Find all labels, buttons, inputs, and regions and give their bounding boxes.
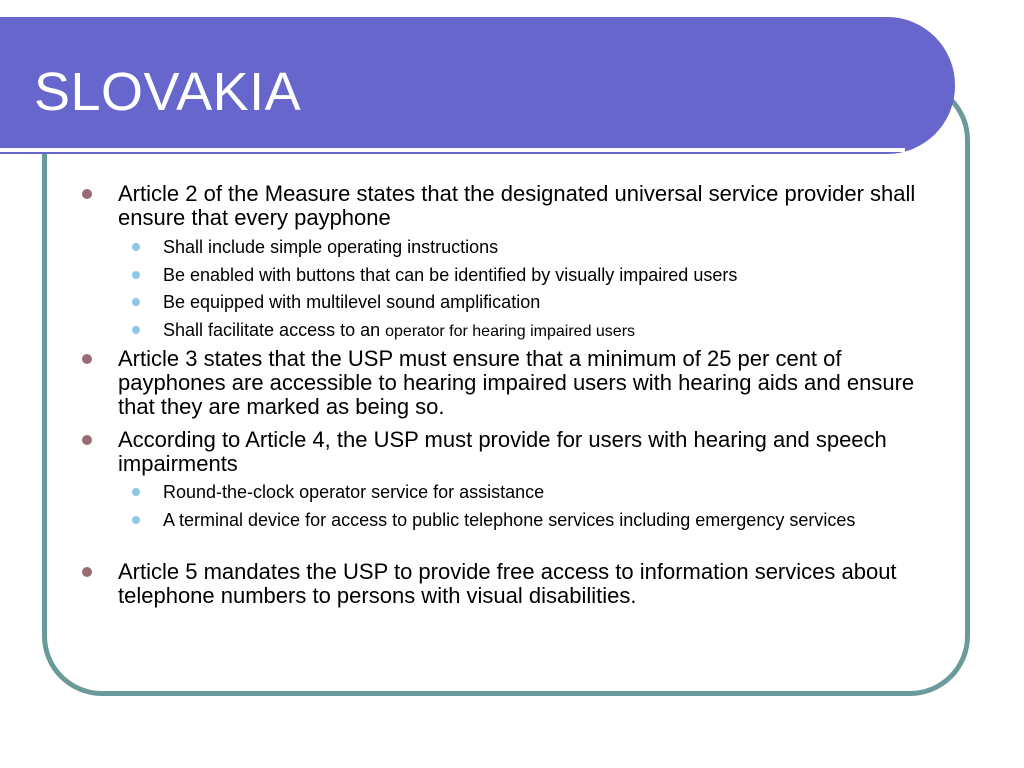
sub-list-item <box>163 319 943 343</box>
list-item-text: According to Article 4, the USP must provide for users with hearing and speech impairments <box>118 427 887 476</box>
slide-title: SLOVAKIA <box>34 62 302 122</box>
sub-bullet-dot-icon <box>132 488 140 496</box>
sub-bullet-dot-icon <box>132 516 140 524</box>
list-item <box>118 560 948 608</box>
list-item-text: Article 5 mandates the USP to provide free access to information services about telephone numbers to persons with visual disabilities. <box>118 559 897 608</box>
bullet-dot-icon <box>82 354 92 364</box>
sub-list-item-text: Shall include simple operating instructions <box>163 237 499 257</box>
sub-list-item-text: Be equipped with multilevel sound amplification <box>163 292 541 312</box>
list-item-text: Article 2 of the Measure states that the designated universal service provider shall ensure that every payphone <box>118 181 916 230</box>
sub-list-item-text: Shall facilitate access to an <box>163 320 386 340</box>
sub-list-item-text: Be enabled with buttons that can be identified by visually impaired users <box>163 265 738 285</box>
sub-list-item <box>163 481 943 503</box>
list-item <box>118 428 948 476</box>
title-underline <box>0 148 905 152</box>
list-item <box>118 182 948 230</box>
bullet-dot-icon <box>82 567 92 577</box>
sub-bullet-dot-icon <box>132 326 140 334</box>
list-item <box>118 347 948 419</box>
sub-list-item-text: A terminal device for access to public telephone services including emergency services <box>163 510 856 530</box>
list-item-text: Article 3 states that the USP must ensure that a minimum of 25 per cent of payphones are accessible to hearing impaired users with hearing aids and ensure that they are marked as being so. <box>118 346 915 419</box>
sub-bullet-dot-icon <box>132 243 140 251</box>
sub-list-item-text-small: operator for hearing impaired users <box>385 323 636 340</box>
sub-list-item <box>163 509 943 531</box>
title-bar <box>0 17 955 154</box>
sub-list-item <box>163 264 943 286</box>
sub-bullet-dot-icon <box>132 271 140 279</box>
sub-bullet-dot-icon <box>132 298 140 306</box>
bullet-dot-icon <box>82 189 92 199</box>
sub-list-item <box>163 291 943 313</box>
sub-list-item <box>163 236 943 258</box>
sub-list-item-text: Round-the-clock operator service for assistance <box>163 482 545 502</box>
bullet-dot-icon <box>82 435 92 445</box>
